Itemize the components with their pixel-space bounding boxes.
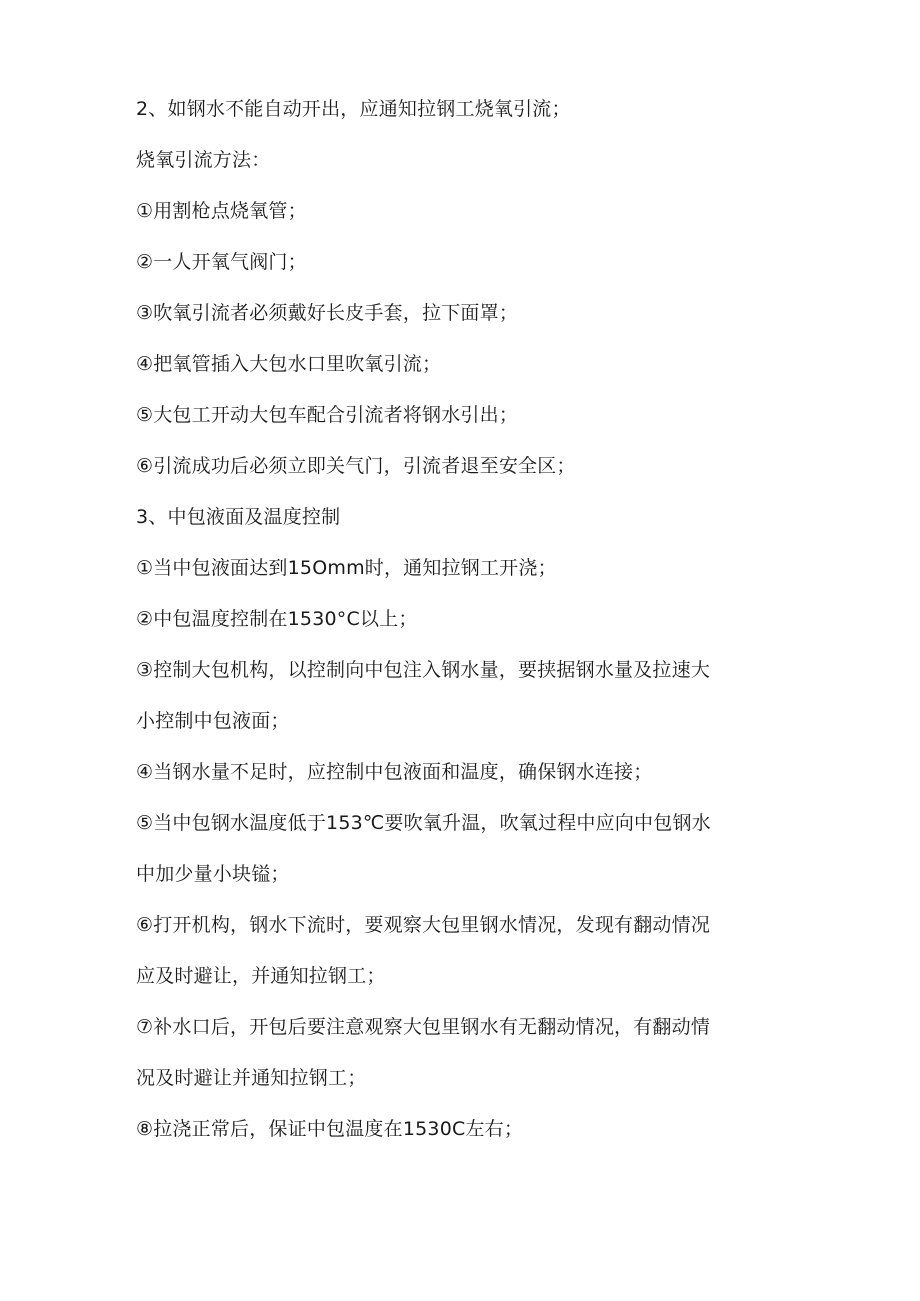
document-body <box>136 96 756 1142</box>
step-item: ①用割枪点烧氧管； <box>136 200 307 222</box>
step-item-continuation: 应及时避让，并通知拉钢工； <box>136 965 386 987</box>
step-item: ④当钢水量不足时，应控制中包液面和温度，确保钢水连接； <box>136 761 653 783</box>
step-item-continuation: 小控制中包液面； <box>136 710 290 732</box>
step-item: ④把氧管插入大包水口里吹氧引流； <box>136 353 442 375</box>
step-item: ⑧拉浇正常后，保证中包温度在1530C左右； <box>136 1118 524 1140</box>
method-heading: 烧氧引流方法： <box>136 149 271 171</box>
step-item: ⑤大包工开动大包车配合引流者将钢水引出； <box>136 404 519 426</box>
step-item: ⑥引流成功后必须立即关气门，引流者退至安全区； <box>136 455 576 477</box>
step-item-continuation: 况及时避让并通知拉钢工； <box>136 1067 367 1089</box>
section-heading-3: 3、中包液面及温度控制 <box>136 506 341 528</box>
step-item: ⑥打开机构，钢水下流时，要观察大包里钢水情况，发现有翻动情况 <box>136 914 711 936</box>
step-item-continuation: 中加少量小块镒； <box>136 863 290 885</box>
step-item: ⑤当中包钢水温度低于153℃要吹氧升温，吹氧过程中应向中包钢水 <box>136 812 711 834</box>
step-item: ③吹氧引流者必须戴好长皮手套，拉下面罩； <box>136 302 519 324</box>
step-item: ①当中包液面达到15Omm时，通知拉钢工开浇； <box>136 557 557 579</box>
step-item: ②一人开氧气阀门； <box>136 251 307 273</box>
section-item-2: 2、如钢水不能自动开出，应通知拉钢工烧氧引流； <box>136 98 571 120</box>
step-item: ⑦补水口后，开包后要注意观察大包里钢水有无翻动情况，有翻动情 <box>136 1016 711 1038</box>
step-item: ③控制大包机构，以控制向中包注入钢水量，要挟据钢水量及拉速大 <box>136 659 711 681</box>
step-item: ②中包温度控制在1530°C以上； <box>136 608 418 630</box>
